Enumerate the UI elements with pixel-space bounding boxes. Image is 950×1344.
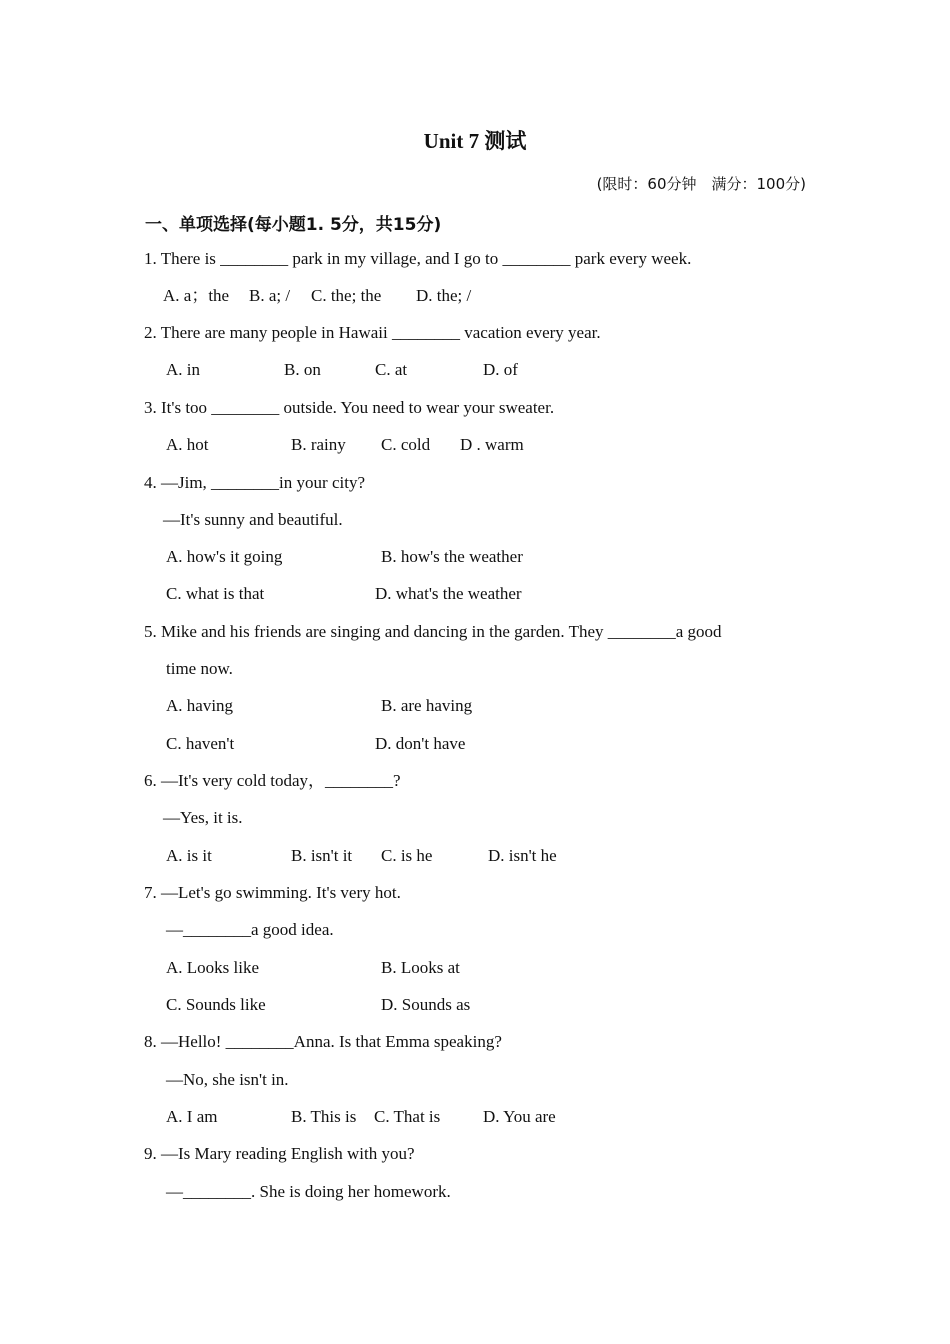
q7-option-c: C. Sounds like [166,995,266,1014]
question-4-reply: —It's sunny and beautiful. [163,510,343,529]
q2-option-a: A. in [166,360,200,379]
question-4-stem: 4. —Jim, ________in your city? [144,473,365,492]
q6-option-a: A. is it [166,846,212,865]
q7-option-d: D. Sounds as [381,995,471,1014]
q6-option-d: D. isn't he [488,846,557,865]
question-9-stem: 9. —Is Mary reading English with you? [144,1144,415,1163]
q8-option-b: B. This is [291,1107,357,1126]
question-2-stem: 2. There are many people in Hawaii ________ vacation every year. [144,323,601,342]
q2-option-d: D. of [483,360,518,379]
q6-option-b: B. isn't it [291,846,353,865]
question-8-stem: 8. —Hello! ________Anna. Is that Emma speaking? [144,1032,502,1051]
page-title: Unit 7 测试 [423,129,527,153]
q3-option-a: A. hot [166,435,209,454]
question-9-reply: —________. She is doing her homework. [166,1182,451,1201]
q5-option-c: C. haven't [166,734,235,753]
question-6-stem: 6. —It's very cold today，________? [144,771,401,790]
question-3-stem: 3. It's too ________ outside. You need to wear your sweater. [144,398,555,417]
q8-option-c: C. That is [374,1107,441,1126]
q4-option-d: D. what's the weather [375,584,522,603]
q7-option-a: A. Looks like [166,958,260,977]
q5-option-b: B. are having [381,696,473,715]
question-1-stem: 1. There is ________ park in my village, and I go to ________ park every week. [144,249,692,268]
q4-option-a: A. how's it going [166,547,283,566]
q3-option-c: C. cold [381,435,431,454]
q2-option-b: B. on [284,360,321,379]
q1-option-b: B. a; / [249,286,291,305]
q8-option-d: D. You are [483,1107,556,1126]
q1-option-d: D. the; / [416,286,472,305]
q8-option-a: A. I am [166,1107,218,1126]
q5-option-d: D. don't have [375,734,466,753]
question-5-stem-continued: time now. [166,659,233,678]
question-7-reply: —________a good idea. [166,920,334,939]
q6-option-c: C. is he [381,846,433,865]
question-6-reply: —Yes, it is. [163,808,243,827]
question-8-reply: —No, she isn't in. [166,1070,289,1089]
q3-option-d: D . warm [460,435,524,454]
question-7-stem: 7. —Let's go swimming. It's very hot. [144,883,401,902]
q3-option-b: B. rainy [291,435,346,454]
q1-option-a: A. a；the [163,286,230,305]
question-5-stem: 5. Mike and his friends are singing and dancing in the garden. They ________a good [144,622,722,641]
q2-option-c: C. at [375,360,408,379]
q1-option-c: C. the; the [311,286,382,305]
exam-time-score: (限时：60分钟 满分：100分) [596,175,806,193]
q5-option-a: A. having [166,696,234,715]
section-heading: 一、单项选择(每小题1. 5分，共15分) [145,215,442,235]
q7-option-b: B. Looks at [381,958,460,977]
q4-option-b: B. how's the weather [381,547,523,566]
q4-option-c: C. what is that [166,584,265,603]
